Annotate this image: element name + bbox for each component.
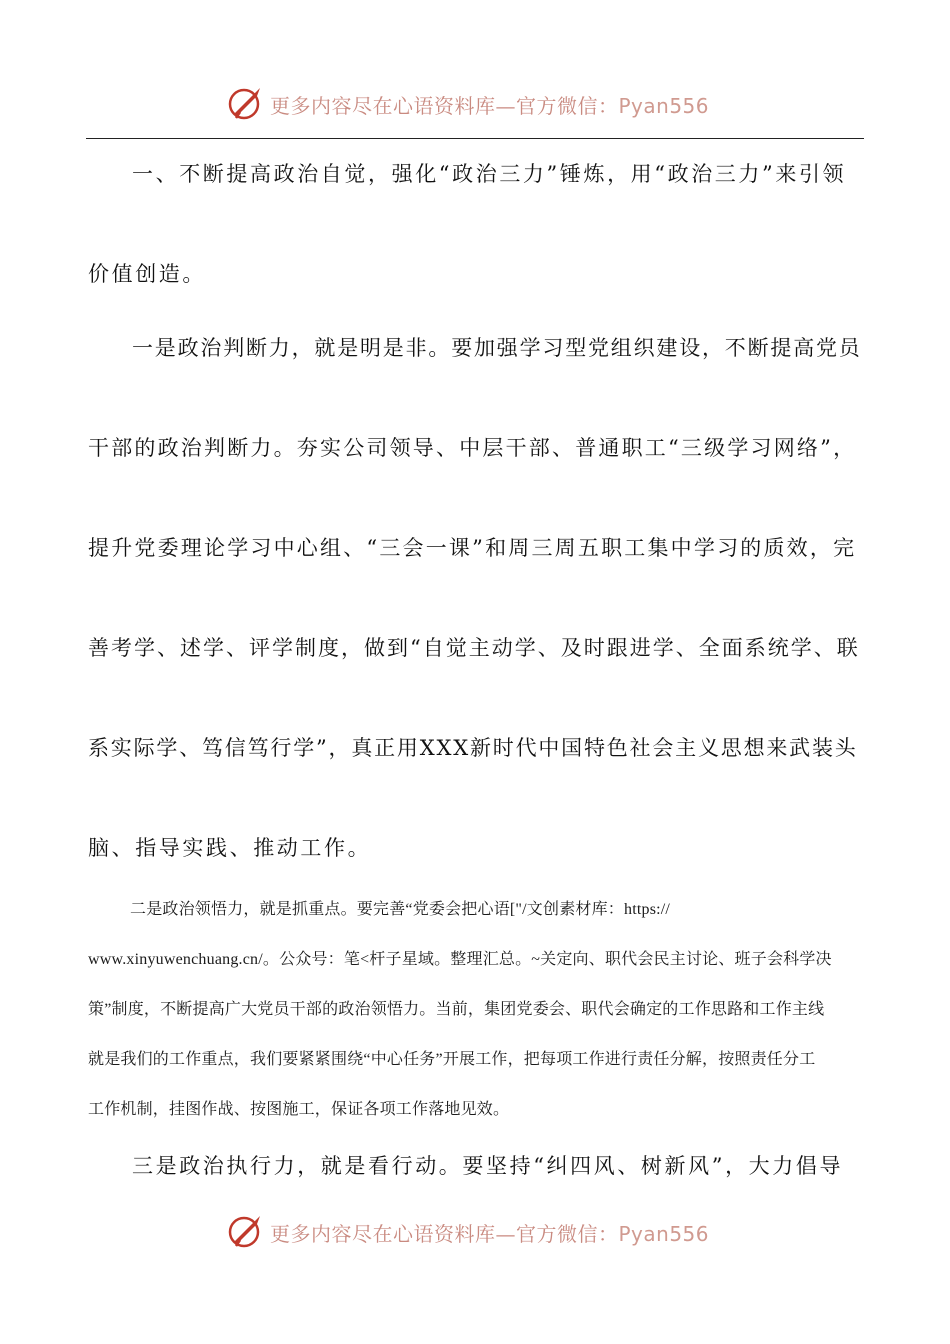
- quill-logo-icon: [226, 84, 266, 124]
- footer-banner-label: 更多内容尽在心语资料库—官方微信：: [270, 1221, 619, 1246]
- paragraph-1-line: 脑、指导实践、推动工作。: [88, 836, 372, 860]
- quill-logo-icon: [226, 1212, 266, 1252]
- footer-banner-text: [270, 1218, 709, 1247]
- footer-wechat-handle: Pyan556: [618, 1221, 710, 1246]
- paragraph-1-line: 干部的政治判断力。夯实公司领导、中层干部、普通职工“三级学习网络”，: [88, 436, 857, 460]
- header-rule: [86, 138, 864, 139]
- paragraph-3-line: 三是政治执行力，就是看行动。要坚持“纠四风、树新风”，大力倡导: [132, 1154, 844, 1178]
- paragraph-2-line: 工作机制，挂图作战、按图施工，保证各项工作落地见效。: [88, 1101, 510, 1118]
- paragraph-1-line: 系实际学、笃信笃行学”，真正用XXX新时代中国特色社会主义思想来武装头: [88, 736, 858, 760]
- header-wechat-handle: Pyan556: [618, 93, 710, 118]
- header-banner: [226, 82, 746, 126]
- paragraph-1-line: 善考学、述学、评学制度，做到“自觉主动学、及时跟进学、全面系统学、联: [88, 636, 860, 660]
- section-heading-line-1: 一、不断提高政治自觉，强化“政治三力”锤炼，用“政治三力”来引领: [132, 162, 847, 186]
- header-banner-text: [270, 90, 709, 119]
- section-heading-line-2: 价值创造。: [88, 262, 206, 286]
- header-banner-label: 更多内容尽在心语资料库—官方微信：: [270, 93, 619, 118]
- paragraph-1-line: 提升党委理论学习中心组、“三会一课”和周三周五职工集中学习的质效，完: [88, 536, 857, 560]
- paragraph-2-line: www.xinyuwenchuang.cn/。公众号：笔<杆子星域。整理汇总。~关定向、职代会民主讨论、班子会科学决: [88, 951, 832, 968]
- paragraph-2-line: 二是政治领悟力，就是抓重点。要完善“党委会把心语["/文创素材库：https://: [130, 901, 671, 918]
- paragraph-2-line: 策”制度，不断提高广大党员干部的政治领悟力。当前，集团党委会、职代会确定的工作思路和工作主线: [88, 1001, 825, 1018]
- paragraph-2-line: 就是我们的工作重点，我们要紧紧围绕“中心任务”开展工作，把每项工作进行责任分解，按照责任分工: [88, 1051, 816, 1068]
- footer-banner: [226, 1210, 746, 1254]
- paragraph-1-line: 一是政治判断力，就是明是非。要加强学习型党组织建设，不断提高党员: [132, 336, 862, 360]
